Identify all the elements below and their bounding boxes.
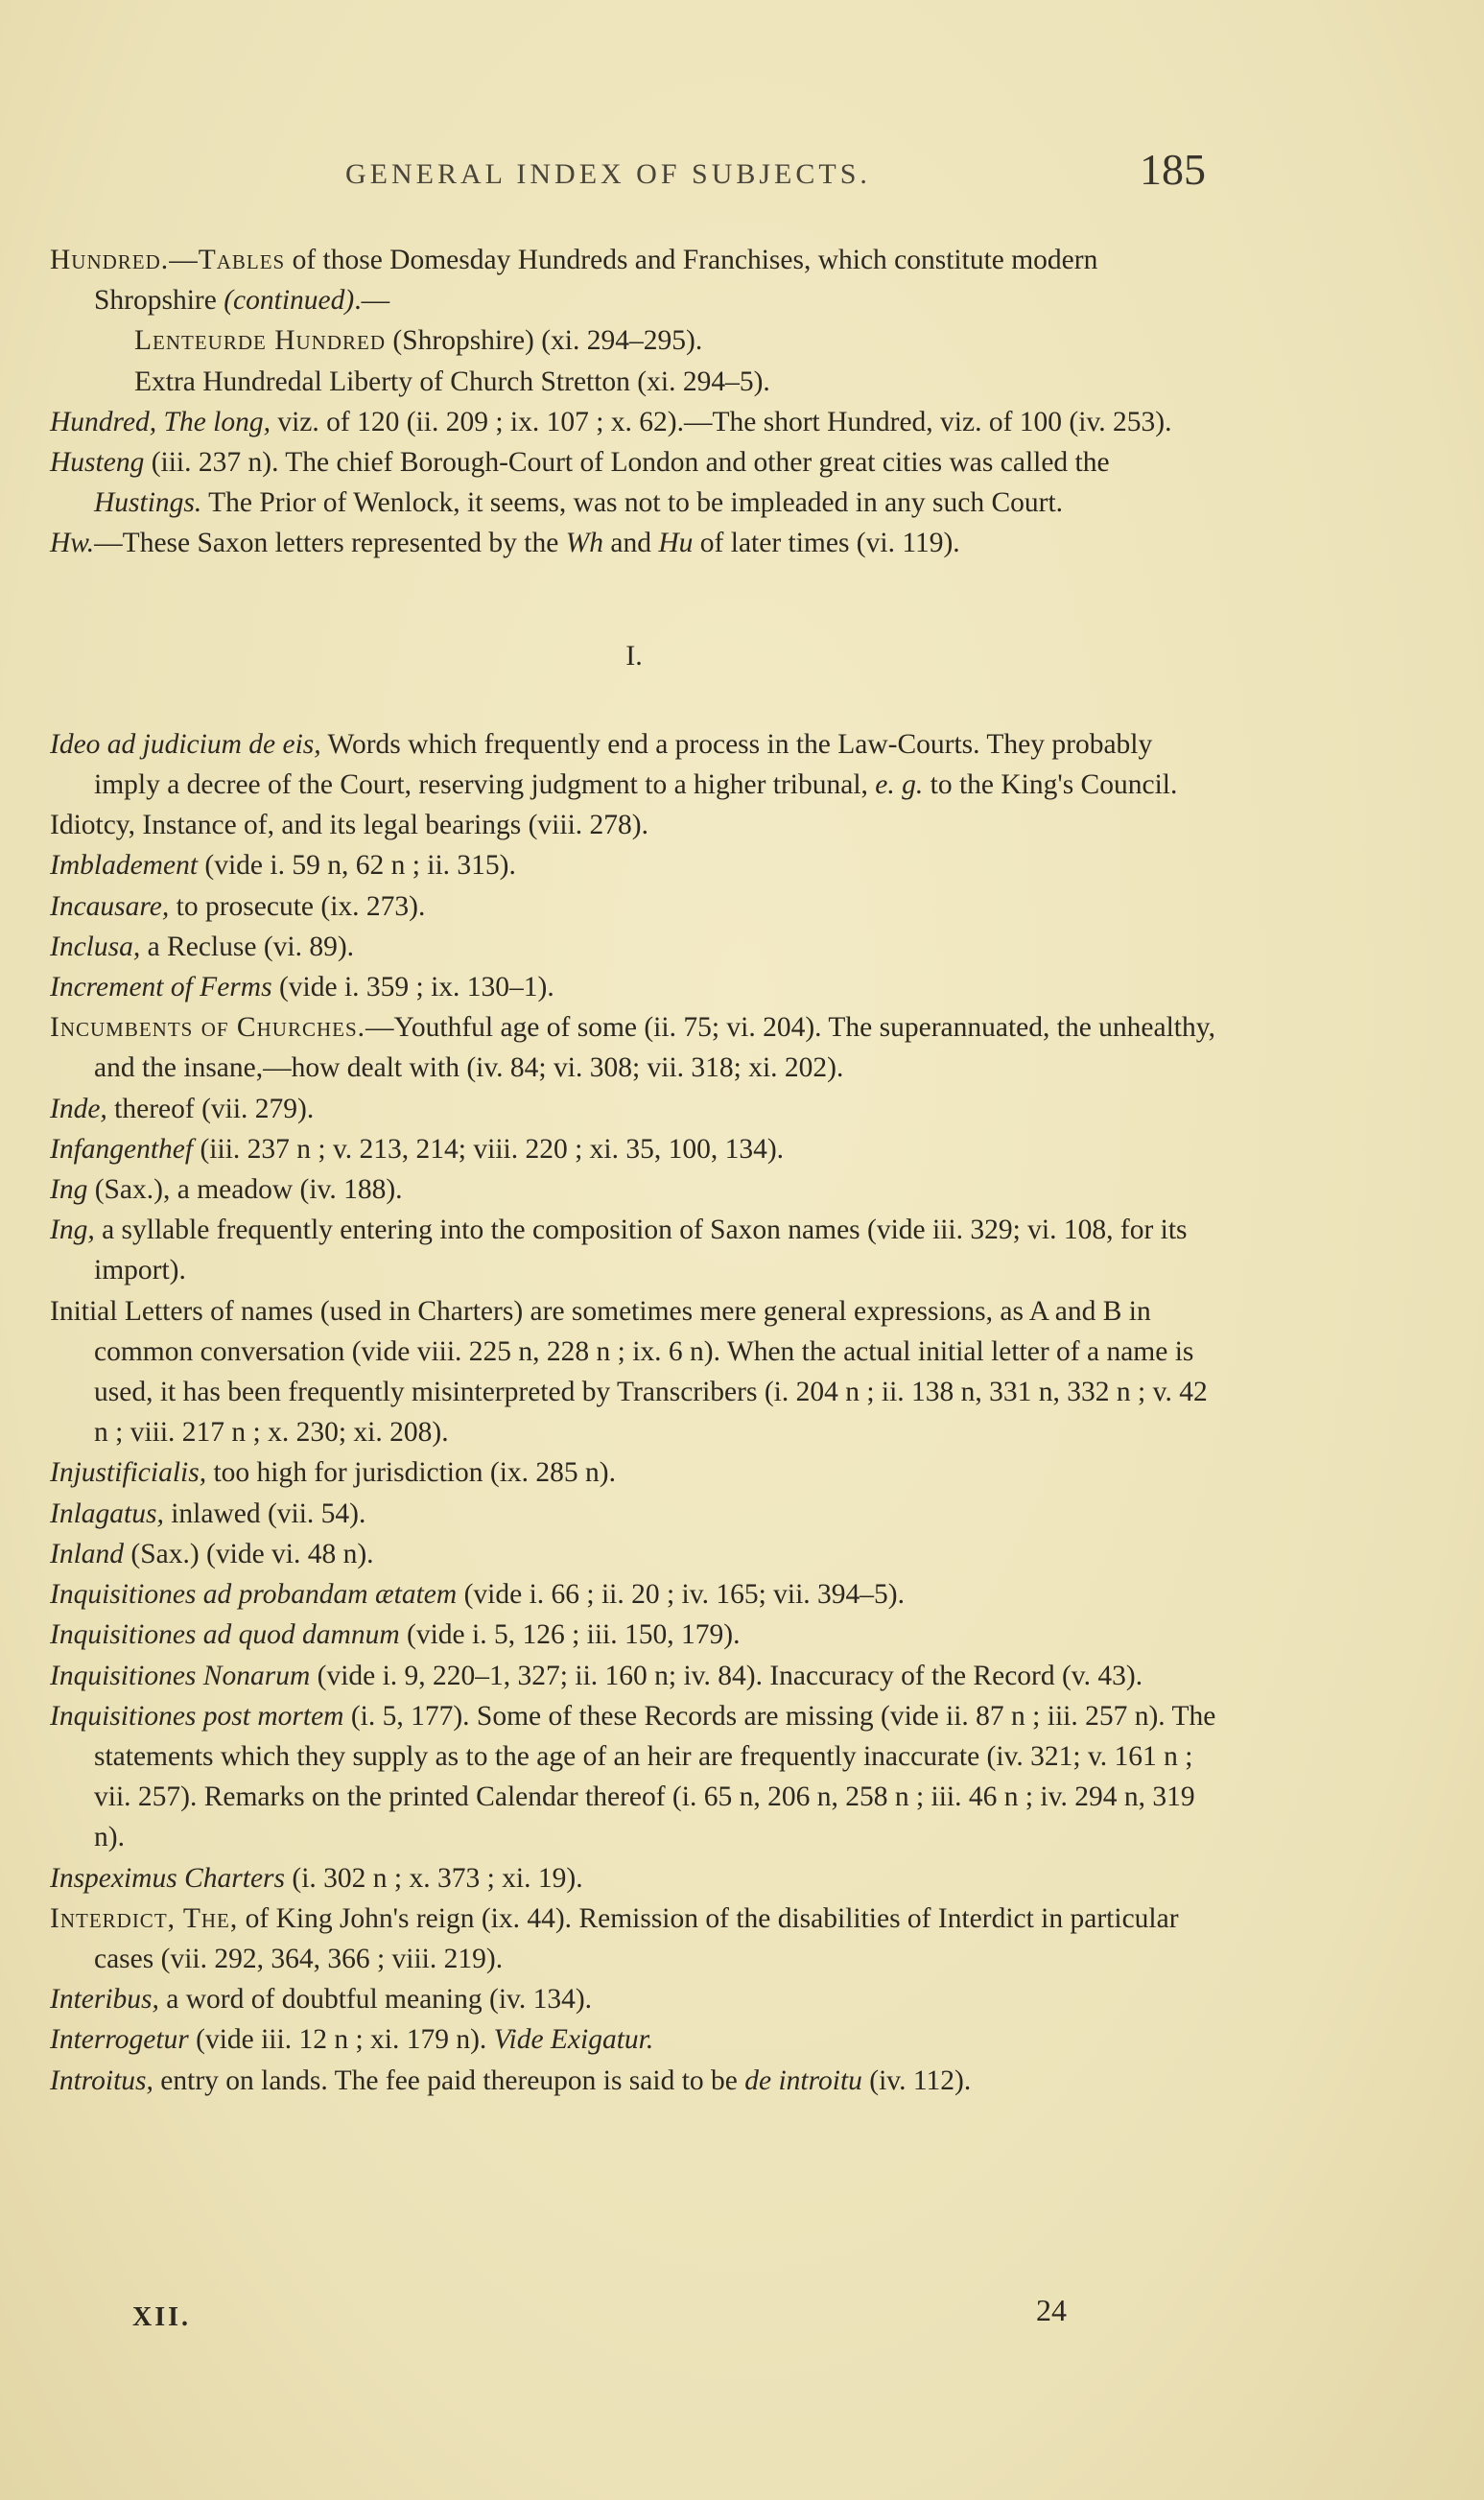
signature-mark: XII.: [132, 2302, 192, 2332]
index-entry: Ing, a syllable frequently entering into the composition of Saxon names (vide iii. 329; vi. 108, for its import).: [50, 1215, 1188, 1286]
index-entry: Ing (Sax.), a meadow (iv. 188).: [50, 1174, 403, 1206]
page-number: 185: [1140, 145, 1206, 194]
index-entry: Increment of Ferms (vide i. 359 ; ix. 130–1).: [50, 972, 554, 1003]
index-entry: Injustificialis, too high for jurisdiction (ix. 285 n).: [50, 1457, 616, 1489]
index-entry: Ideo ad judicium de eis, Words which frequently end a process in the Law-Courts. They probably imply a decree of the Court, reserving judgment to a higher tribunal, e. g. to the King's Council.: [50, 728, 1178, 801]
index-entry: Inde, thereof (vii. 279).: [50, 1093, 315, 1124]
index-entry: Interibus, a word of doubtful meaning (iv. 134).: [50, 1984, 593, 2016]
index-entry: Inquisitiones post mortem (i. 5, 177). Some of these Records are missing (vide ii. 87 n ; iii. 257 n). The statements which they supply as to the age of an heir are frequently inaccurate (iv. 321; v. 161 n ; vii. 257). Remarks on the printed Calendar thereof (i. 65 n, 206 n, 258 n ; iii. 46 n ; iv. 294 n, 319 n).: [50, 1700, 1216, 1853]
index-entry: Husteng (iii. 237 n). The chief Borough-Court of London and other great cities was called the Hustings. The Prior of Wenlock, it seems, was not to be impleaded in any such Court.: [50, 447, 1110, 519]
index-entry: Incausare, to prosecute (ix. 273).: [50, 890, 426, 922]
index-entry: Interdict, The, of King John's reign (ix. 44). Remission of the disabilities of Interdict in particular cases (vii. 292, 364, 366 ; viii. 219).: [50, 1902, 1179, 1974]
index-entry: Interrogetur (vide iii. 12 n ; xi. 179 n). Vide Exigatur.: [50, 2024, 654, 2056]
index-entry: Inland (Sax.) (vide vi. 48 n).: [50, 1538, 374, 1569]
index-entry: Inquisitiones ad quod damnum (vide i. 5, 126 ; iii. 150, 179).: [50, 1619, 741, 1651]
index-entry-hundred: Hundred.—Tables of those Domesday Hundreds and Franchises, which constitute modern Shropshire (continued).—: [50, 245, 1098, 317]
sheet-number: 24: [1036, 2293, 1067, 2327]
index-entry: Inquisitiones Nonarum (vide i. 9, 220–1, 327; ii. 160 n; iv. 84). Inaccuracy of the Record (v. 43).: [50, 1660, 1143, 1691]
index-entry: Idiotcy, Instance of, and its legal bearings (viii. 278).: [50, 810, 648, 841]
index-entry: Hw.—These Saxon letters represented by the Wh and Hu of later times (vi. 119).: [50, 528, 960, 559]
index-entry: Inclusa, a Recluse (vi. 89).: [50, 931, 355, 962]
index-entry: Infangenthef (iii. 237 n ; v. 213, 214; viii. 220 ; xi. 35, 100, 134).: [50, 1133, 785, 1165]
index-entry: Introitus, entry on lands. The fee paid thereupon is said to be de introitu (iv. 112).: [50, 2064, 972, 2096]
index-entry: Initial Letters of names (used in Charters) are sometimes mere general expressions, as A and B in common conversation (vide viii. 225 n, 228 n ; ix. 6 n). When the actual initial letter of a name is used, it has been frequently misinterpreted by Transcribers (i. 204 n ; ii. 138 n, 331 n, 332 n ; v. 42 n ; viii. 217 n ; x. 230; xi. 208).: [50, 1295, 1208, 1449]
index-entry: Incumbents of Churches.—Youthful age of some (ii. 75; vi. 204). The superannuated, the unhealthy, and the insane,—how dealt with (iv. 84; vi. 308; vii. 318; xi. 202).: [50, 1012, 1215, 1084]
index-subentry: Extra Hundredal Liberty of Church Stretton (xi. 294–5).: [134, 366, 770, 397]
index-entry: Hundred, The long, viz. of 120 (ii. 209 ; ix. 107 ; x. 62).—The short Hundred, viz. of 100 (iv. 253).: [50, 406, 1172, 437]
index-entry: Imbladement (vide i. 59 n, 62 n ; ii. 315).: [50, 850, 516, 882]
index-body: [50, 240, 1218, 2101]
section-letter: I.: [625, 639, 643, 672]
index-entry: Inspeximus Charters (i. 302 n ; x. 373 ; xi. 19).: [50, 1862, 583, 1894]
running-head: GENERAL INDEX OF SUBJECTS.: [345, 158, 871, 190]
index-entry: Inlagatus, inlawed (vii. 54).: [50, 1498, 366, 1529]
index-subentry: Lenteurde Hundred (Shropshire) (xi. 294–295).: [134, 325, 703, 357]
index-entry: Inquisitiones ad probandam ætatem (vide i. 66 ; ii. 20 ; iv. 165; vii. 394–5).: [50, 1579, 905, 1611]
